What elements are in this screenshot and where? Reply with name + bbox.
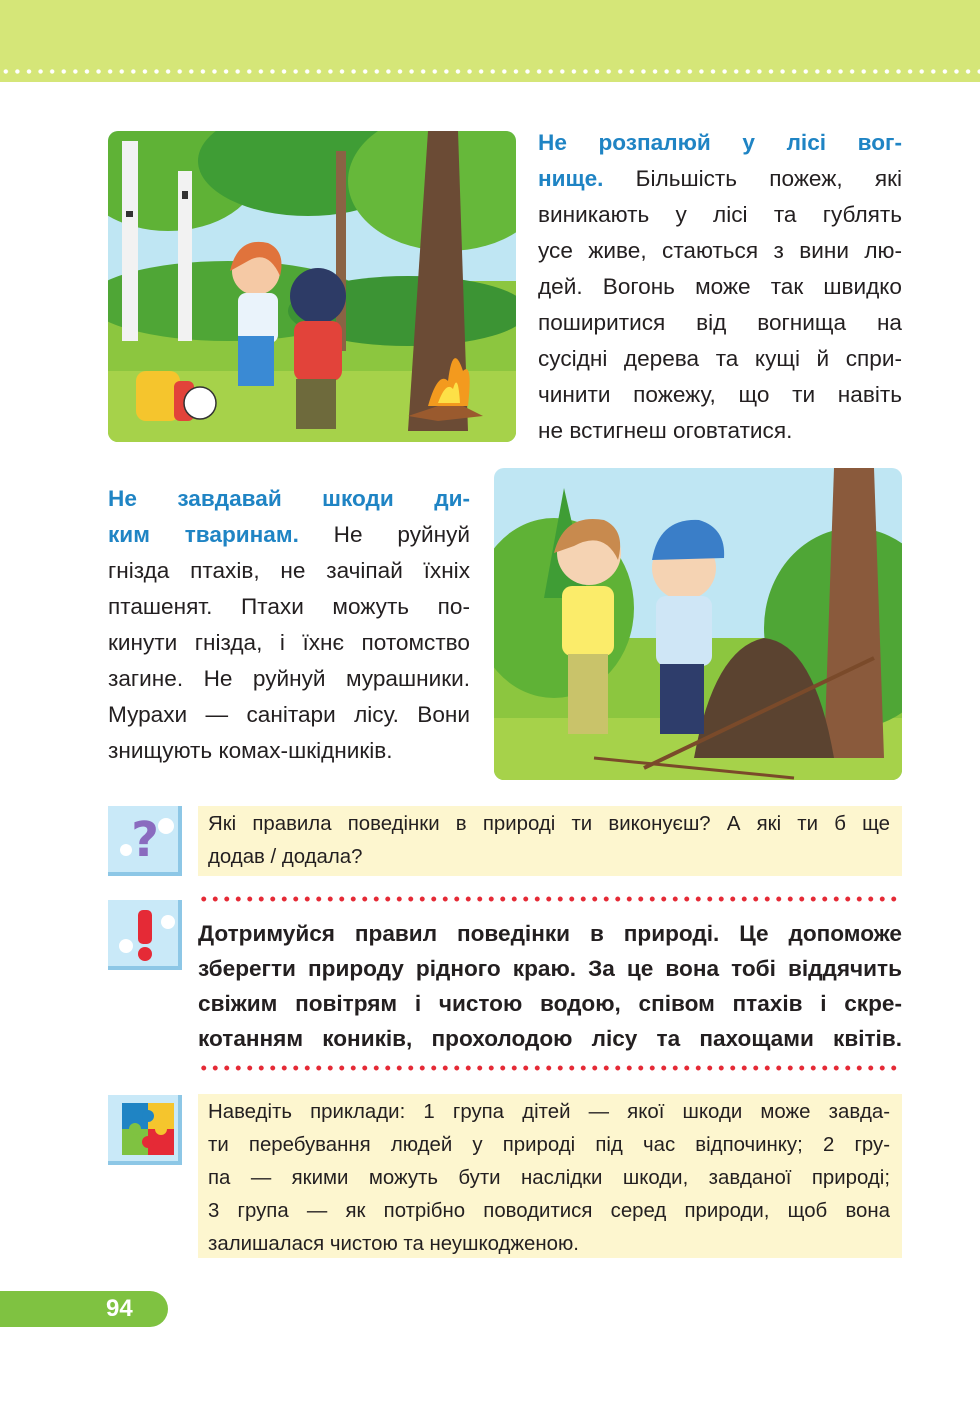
campfire-illustration bbox=[108, 131, 516, 442]
text-line: додав / додала? bbox=[208, 846, 363, 868]
top-dotted-line bbox=[0, 69, 980, 74]
fire-rule-paragraph bbox=[538, 125, 902, 449]
anthill-illustration bbox=[494, 468, 902, 780]
text-line: поширитися від вогнища на bbox=[538, 310, 902, 335]
text-line: 3 група — як потрібно поводитися серед природи, щоб вона bbox=[208, 1200, 890, 1222]
text-line: чинити пожежу, що ти навіть bbox=[538, 382, 902, 407]
red-dotted-divider bbox=[198, 896, 902, 902]
text-line: знищують комах-шкідників. bbox=[108, 738, 393, 763]
text-line: не встигнеш оговтатися. bbox=[538, 418, 793, 443]
exclamation-mark-icon bbox=[108, 900, 182, 970]
text-line: Не завдавай шкоди ди- bbox=[108, 486, 470, 511]
text-line: виникають у лісі та гублять bbox=[538, 202, 902, 227]
text-line: свіжим повітрям і чистою водою, співом птахів і скре- bbox=[198, 991, 902, 1016]
puzzle-icon bbox=[108, 1095, 182, 1165]
question-text bbox=[208, 808, 890, 874]
text-line: дей. Вогонь може так швидко bbox=[538, 274, 902, 299]
text-line: кинути гнізда, і їхнє потомство bbox=[108, 630, 470, 655]
text-line: Наведіть приклади: 1 група дітей — якої шкоди може завда- bbox=[208, 1101, 890, 1123]
text-line: ким тваринам. Не руйнуй bbox=[108, 522, 471, 547]
text-line: котанням коників, прохолодою лісу та пахощами квітів. bbox=[198, 1026, 902, 1051]
text-line: Не розпалюй у лісі вог- bbox=[538, 130, 902, 155]
text-line: зберегти природу рідного краю. За це вона тобі віддячить bbox=[198, 956, 902, 981]
text-line: Дотримуйся правил поведінки в природі. Це допоможе bbox=[198, 921, 902, 946]
text-line: сусідні дерева та кущі й спри- bbox=[538, 346, 902, 371]
text-line: Які правила поведінки в природі ти виконуєш? А які ти б ще bbox=[208, 813, 890, 835]
text-line: усе живе, стаються з вини лю- bbox=[538, 238, 902, 263]
text-line: гнізда птахів, не зачіпай їхніх bbox=[108, 558, 470, 583]
text-line: Мурахи — санітари лісу. Вони bbox=[108, 702, 470, 727]
question-mark-icon bbox=[108, 806, 182, 876]
task-text bbox=[208, 1096, 890, 1261]
page-number: 94 bbox=[106, 1295, 133, 1322]
text-line: залишалася чистою та неушкодженою. bbox=[208, 1233, 579, 1255]
svg-text:?: ? bbox=[131, 812, 159, 868]
rule-text bbox=[198, 916, 902, 1056]
text-line: нище. Більшість пожеж, які bbox=[538, 166, 902, 191]
text-line: пташенят. Птахи можуть по- bbox=[108, 594, 470, 619]
text-line: загине. Не руйнуй мурашники. bbox=[108, 666, 470, 691]
animals-rule-paragraph bbox=[108, 481, 470, 769]
red-dotted-divider bbox=[198, 1065, 902, 1071]
page-number-tab bbox=[0, 1291, 168, 1327]
text-line: ти перебування людей у природі під час відпочинку; 2 гру- bbox=[208, 1134, 890, 1156]
text-line: па — якими можуть бути наслідки шкоди, завданої природі; bbox=[208, 1167, 890, 1189]
